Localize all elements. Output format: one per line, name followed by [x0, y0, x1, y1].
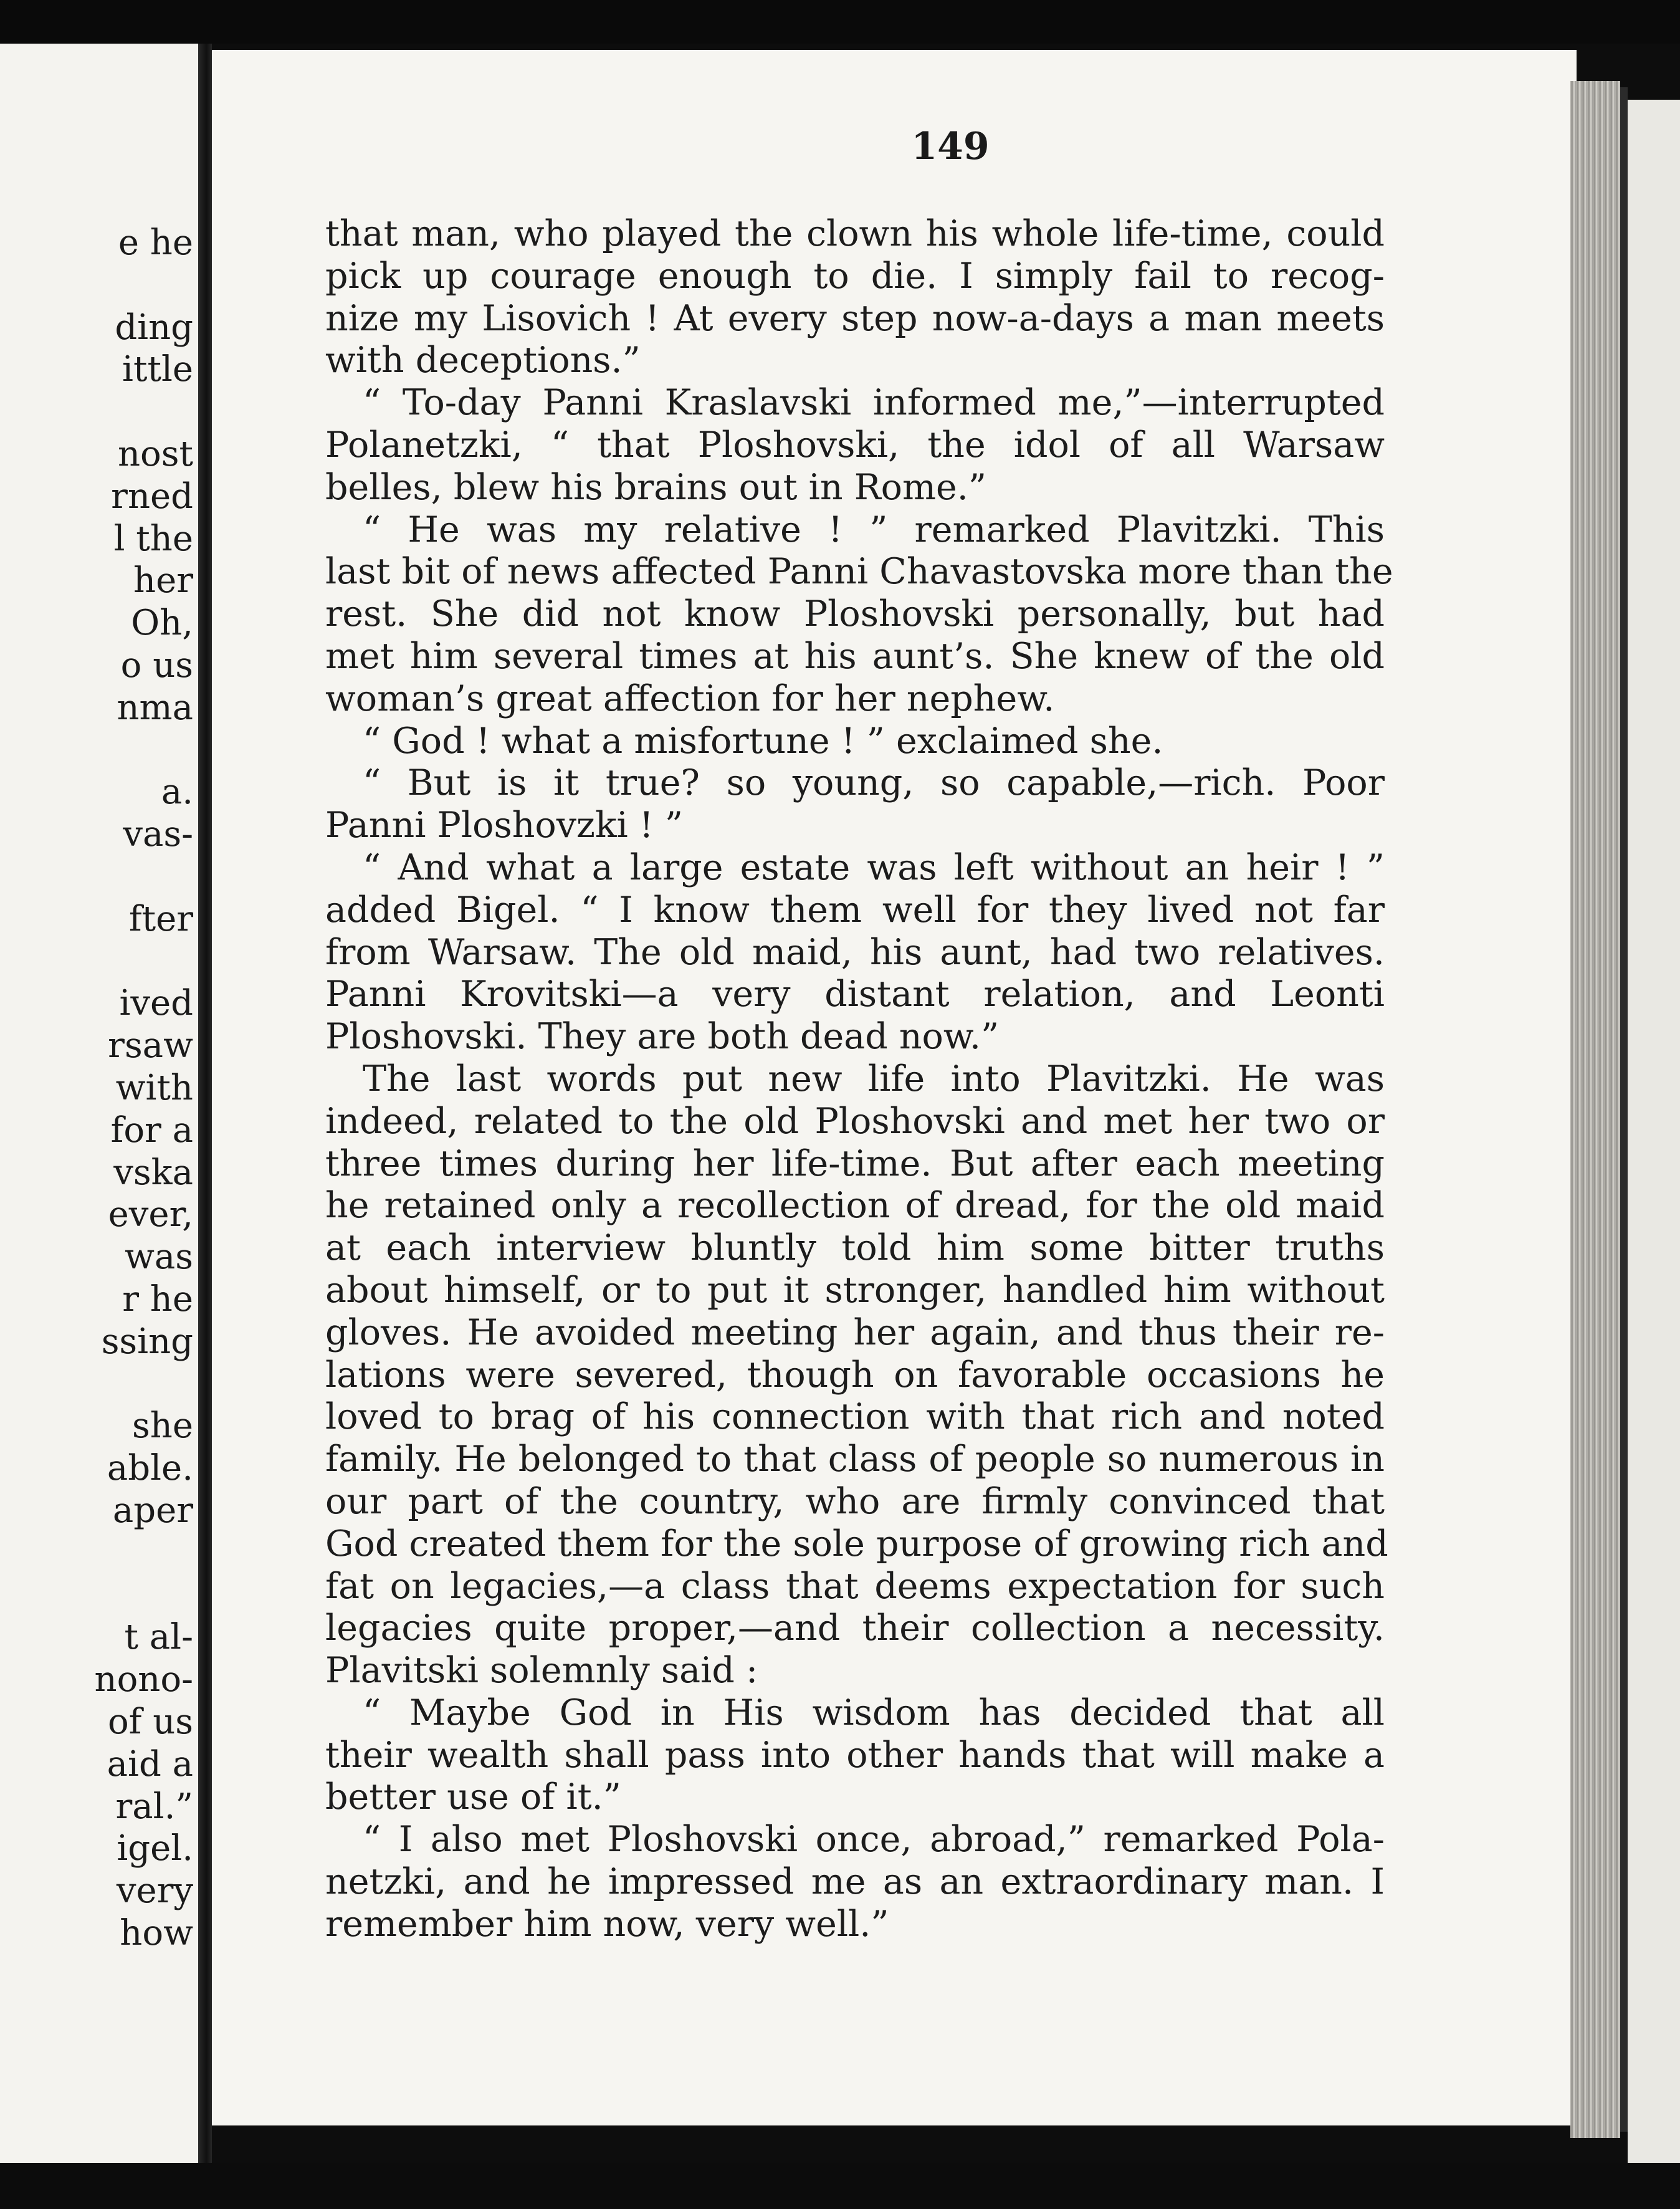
scanner-bed-top — [0, 0, 1680, 44]
facing-page-fragment: l the — [113, 518, 193, 559]
text-line: netzki, and he impressed me as an extraordinary man. I — [325, 1861, 1385, 1903]
text-line: their wealth shall pass into other hands that will make a — [325, 1734, 1385, 1776]
scanner-bed-bottom — [0, 2163, 1680, 2209]
facing-page-fragment: nma — [117, 687, 193, 728]
facing-page-fragment: ral.” — [115, 1786, 193, 1827]
text-line: with deceptions.” — [325, 340, 641, 381]
facing-page-fragment: ding — [115, 307, 193, 348]
facing-page-fragment: rned — [111, 476, 193, 517]
facing-page-fragment: aper — [112, 1490, 193, 1531]
text-line: Panni Krovitski—a very distant relation, and Leonti — [325, 974, 1385, 1015]
facing-page-fragment: ssing — [101, 1321, 193, 1362]
facing-page-fragment: very — [116, 1871, 193, 1912]
text-line: lations were severed, though on favorable occasions he — [325, 1354, 1385, 1396]
facing-page-fragment: ittle — [122, 349, 193, 390]
text-line: Plavitski solemnly said : — [325, 1650, 758, 1692]
scanner-background — [1628, 100, 1680, 2209]
facing-page-fragment: fter — [128, 898, 193, 939]
cover-edge — [1620, 87, 1628, 2132]
facing-page-fragment: ived — [119, 983, 193, 1024]
facing-page-fragment: vska — [113, 1152, 193, 1193]
facing-page-fragment: Oh, — [131, 603, 193, 644]
text-line: belles, blew his brains out in Rome.” — [325, 466, 986, 508]
facing-page-fragment: for a — [110, 1109, 193, 1151]
text-line: indeed, related to the old Ploshovski and met her two or — [325, 1100, 1385, 1142]
text-line: gloves. He avoided meeting her again, and thus their re- — [325, 1311, 1385, 1353]
facing-page-fragment: with — [115, 1068, 193, 1108]
page-edges — [1570, 81, 1620, 2138]
facing-page-fragment: o us — [120, 645, 193, 686]
text-line: God created them for the sole purpose of growing rich and — [325, 1523, 1388, 1565]
facing-page-fragment: t al- — [124, 1617, 193, 1658]
facing-page-fragment: e he — [118, 223, 193, 263]
page-body-text — [325, 213, 1393, 1946]
facing-page-fragment: a. — [161, 772, 193, 813]
text-line: our part of the country, who are firmly convinced that — [325, 1480, 1385, 1522]
facing-page-fragment: vas- — [123, 814, 193, 855]
text-line: “ God ! what a misfortune ! ” exclaimed she. — [363, 720, 1163, 762]
facing-page-fragment: r he — [122, 1279, 193, 1320]
text-line: remember him now, very well.” — [325, 1903, 889, 1945]
facing-page-fragment: able. — [107, 1448, 193, 1489]
text-line: “ He was my relative ! ” remarked Plavitzki. This — [363, 509, 1385, 550]
text-line: “ To-day Panni Kraslavski informed me,”—interrupted — [363, 382, 1385, 424]
facing-page-fragment: ever, — [108, 1194, 193, 1235]
text-line: nize my Lisovich ! At every step now-a-days a man meets — [325, 297, 1385, 339]
book-page — [212, 50, 1577, 2125]
text-line: rest. She did not know Ploshovski personally, but had — [325, 593, 1385, 635]
text-line: added Bigel. “ I know them well for they lived not far — [325, 889, 1385, 931]
facing-page-fragment: of us — [107, 1702, 193, 1742]
text-line: family. He belonged to that class of people so numerous in — [325, 1439, 1385, 1480]
text-line: woman’s great affection for her nephew. — [325, 678, 1055, 719]
text-line: loved to brag of his connection with that rich and noted — [325, 1396, 1385, 1438]
text-line: pick up courage enough to die. I simply fail to recog- — [325, 255, 1385, 297]
text-line: fat on legacies,—a class that deems expectation for such — [325, 1565, 1385, 1607]
text-line: last bit of news affected Panni Chavastovska more than the — [325, 551, 1393, 593]
book-gutter — [198, 44, 212, 2188]
text-line: legacies quite proper,—and their collection a necessity. — [325, 1608, 1385, 1649]
facing-page-fragment: nost — [117, 434, 193, 474]
text-line: Panni Ploshovzki ! ” — [325, 805, 684, 846]
text-line: at each interview bluntly told him some bitter truths — [325, 1227, 1385, 1269]
text-line: Polanetzki, “ that Ploshovski, the idol of all Warsaw — [325, 424, 1385, 466]
page-number: 149 — [911, 125, 990, 168]
text-line: from Warsaw. The old maid, his aunt, had two relatives. — [325, 931, 1385, 973]
facing-page-fragment: rsaw — [108, 1025, 193, 1066]
facing-page-fragment: she — [132, 1406, 193, 1447]
text-line: three times during her life-time. But after each meeting — [325, 1143, 1385, 1184]
facing-page-left — [0, 44, 198, 2163]
text-line: Ploshovski. They are both dead now.” — [325, 1016, 1000, 1058]
facing-page-fragment: igel. — [117, 1828, 193, 1869]
facing-page-fragment: aid a — [107, 1743, 193, 1785]
facing-page-fragment: was — [124, 1237, 193, 1278]
text-line: “ And what a large estate was left without an heir ! ” — [363, 846, 1385, 888]
facing-page-fragment: nono- — [94, 1659, 193, 1700]
text-line: The last words put new life into Plavitzki. He was — [363, 1058, 1385, 1100]
facing-page-fragment: her — [133, 560, 193, 601]
text-line: “ But is it true? so young, so capable,—rich. Poor — [363, 762, 1385, 804]
text-line: he retained only a recollection of dread, for the old maid — [325, 1185, 1385, 1227]
text-line: “ Maybe God in His wisdom has decided that all — [363, 1692, 1385, 1733]
text-line: better use of it.” — [325, 1776, 621, 1818]
text-line: met him several times at his aunt’s. She knew of the old — [325, 635, 1385, 677]
text-line: about himself, or to put it stronger, handled him without — [325, 1269, 1385, 1311]
facing-page-fragment: how — [120, 1913, 193, 1953]
text-line: that man, who played the clown his whole life-time, could — [325, 213, 1385, 254]
text-line: “ I also met Ploshovski once, abroad,” remarked Pola- — [363, 1819, 1385, 1861]
